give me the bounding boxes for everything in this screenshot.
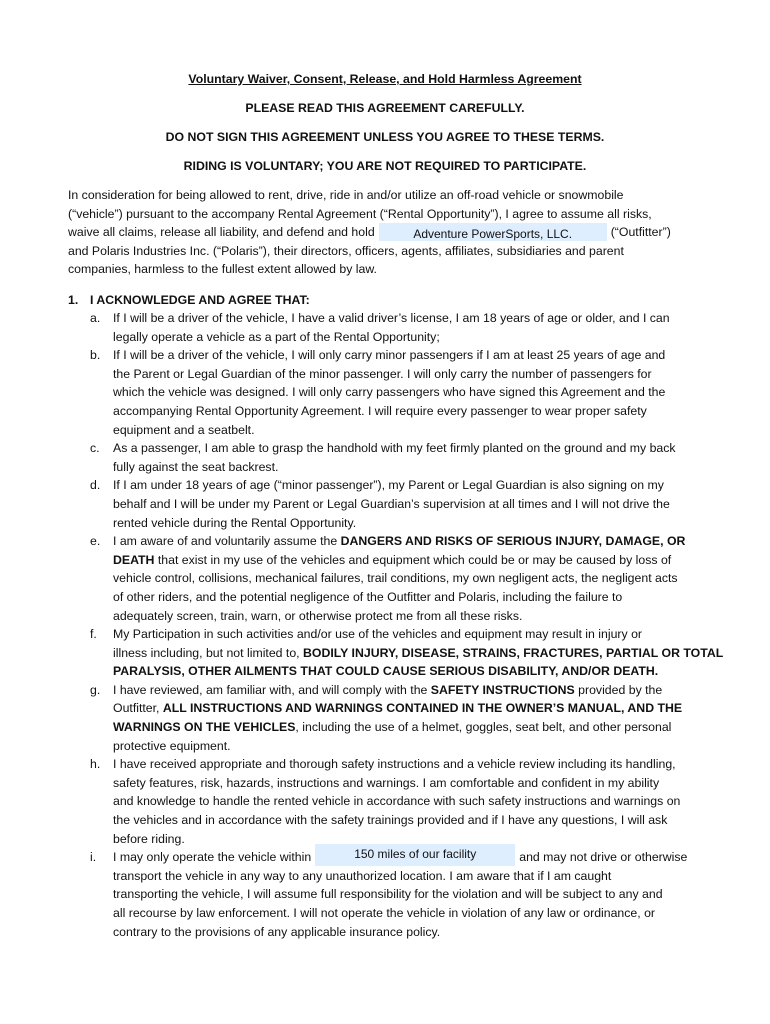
list-item-h — [68, 755, 708, 848]
item-line: transport the vehicle in any way to any unauthorized location. I am aware that if I am caught — [113, 868, 612, 883]
item-line: behalf and I will be under my Parent or Legal Guardian’s supervision at all times and I will not drive the — [113, 496, 670, 511]
item-line — [113, 551, 708, 570]
item-line: vehicle control, collisions, mechanical failures, trail conditions, my own negligent acts, the negligent acts — [113, 571, 678, 586]
notice-do-not-sign: DO NOT SIGN THIS AGREEMENT UNLESS YOU AGREE TO THESE TERMS. — [165, 130, 605, 144]
item-line: rented vehicle during the Rental Opportunity. — [113, 515, 357, 530]
section-1-heading — [68, 291, 310, 309]
item-line: contrary to the provisions of any applicable insurance policy. — [113, 924, 441, 939]
item-text: I may only operate the vehicle within — [113, 850, 312, 865]
item-bold-text: DEATH — [113, 552, 155, 567]
list-item-i — [68, 848, 708, 941]
item-line: the vehicles and in accordance with the safety trainings provided and if I have any questions, I will ask — [113, 813, 668, 828]
outfitter-name-field[interactable]: Adventure PowerSports, LLC. — [379, 223, 607, 241]
item-bold-text: BODILY INJURY, DISEASE, STRAINS, FRACTURES, PARTIAL OR TOTAL — [303, 645, 724, 660]
item-bold-text: SAFETY INSTRUCTIONS — [430, 682, 575, 697]
item-text: illness including, but not limited to, — [113, 645, 304, 660]
item-text: that exist in my use of the vehicles and equipment which could be or may be caused by loss of — [154, 552, 672, 567]
list-item-d — [68, 476, 708, 532]
item-bold-text: DANGERS AND RISKS OF SERIOUS INJURY, DAMAGE, OR — [340, 534, 686, 549]
item-line: safety features, risk, hazards, instructions and warnings. I am comfortable and confident in my ability — [113, 775, 660, 790]
item-text: and may not drive or otherwise — [519, 850, 688, 865]
acknowledgement-list — [68, 309, 724, 941]
intro-line: In consideration for being allowed to rent, drive, ride in and/or utilize an off-road vehicle or snowmobile — [68, 188, 624, 202]
item-letter: i. — [90, 850, 97, 865]
list-item-f — [68, 625, 724, 681]
item-line: transporting the vehicle, I will assume full responsibility for the violation and will be subject to any and — [113, 887, 663, 902]
item-letter: h. — [90, 757, 101, 772]
item-text: Outfitter, — [113, 701, 163, 716]
item-text: provided by the — [574, 682, 663, 697]
item-bold-text: PARALYSIS, OTHER AILMENTS THAT COULD CAUSE SERIOUS DISABILITY, AND/OR DEATH. — [113, 664, 659, 679]
intro-line: and Polaris Industries Inc. (“Polaris”), their directors, officers, agents, affiliates, subsidiaries and parent — [68, 243, 624, 258]
item-line — [113, 681, 708, 700]
item-letter: a. — [90, 311, 101, 325]
item-line: As a passenger, I am able to grasp the handhold with my feet firmly planted on the ground and my back — [113, 441, 676, 456]
item-line: which the vehicle was designed. I will only carry passengers who have signed this Agreement and the — [113, 385, 666, 400]
item-line: equipment and a seatbelt. — [113, 422, 255, 437]
item-line: protective equipment. — [113, 738, 231, 753]
item-line: all recourse by law enforcement. I will not operate the vehicle in violation of any law or ordinance, or — [113, 906, 656, 920]
item-line: fully against the seat backrest. — [113, 459, 279, 474]
section-heading-text: I ACKNOWLEDGE AND AGREE THAT: — [90, 293, 310, 307]
item-line — [113, 699, 708, 718]
intro-paragraph — [68, 186, 708, 279]
intro-line-text: (“Outfitter”) — [610, 225, 671, 240]
item-line — [113, 644, 724, 663]
item-letter: c. — [90, 441, 100, 456]
item-line — [113, 662, 708, 681]
item-line: If I will be a driver of the vehicle, I have a valid driver’s license, I am 18 years of age or older, and I can — [113, 311, 670, 325]
list-item-a — [68, 309, 708, 346]
item-line: and knowledge to handle the rented vehicle in accordance with such safety instructions and warnings on — [113, 794, 681, 809]
item-text: I am aware of and voluntarily assume the — [113, 534, 341, 549]
item-letter: f. — [90, 627, 97, 642]
list-item-g — [68, 681, 708, 755]
notice-riding-voluntary: RIDING IS VOLUNTARY; YOU ARE NOT REQUIRED TO PARTICIPATE. — [183, 159, 587, 173]
item-line: legally operate a vehicle as a part of the Rental Opportunity; — [113, 329, 440, 344]
item-bold-text: WARNINGS ON THE VEHICLES — [113, 720, 296, 735]
item-line: adequately screen, train, warn, or otherwise protect me from all these risks. — [113, 608, 523, 623]
item-letter: e. — [90, 534, 101, 549]
item-letter: g. — [90, 682, 101, 697]
item-line — [113, 848, 708, 867]
intro-line: (“vehicle”) pursuant to the accompany Rental Agreement (“Rental Opportunity”), I agree to assume all risks, — [68, 206, 652, 221]
list-item-e — [68, 532, 708, 625]
section-number: 1. — [68, 293, 79, 307]
item-line: My Participation in such activities and/or use of the vehicles and equipment may result in injury or — [113, 627, 643, 642]
item-line: If I will be a driver of the vehicle, I will only carry minor passengers if I am at least 25 years of age and — [113, 348, 666, 363]
item-line — [113, 718, 708, 737]
list-item-c — [68, 439, 708, 476]
intro-line: companies, harmless to the fullest extent allowed by law. — [68, 262, 377, 277]
notice-read-carefully: PLEASE READ THIS AGREEMENT CAREFULLY. — [245, 101, 525, 115]
item-line: the Parent or Legal Guardian of the minor passenger. I will only carry the number of passengers for — [113, 366, 652, 381]
item-text: , including the use of a helmet, goggles, seat belt, and other personal — [295, 720, 672, 735]
item-line: before riding. — [113, 831, 185, 846]
item-text: I have reviewed, am familiar with, and will comply with the — [113, 682, 431, 697]
item-line: If I am under 18 years of age (“minor passenger”), my Parent or Legal Guardian is also signing on my — [113, 478, 664, 493]
item-letter: d. — [90, 478, 101, 493]
intro-line-text: waive all claims, release all liability, and defend and hold — [68, 225, 375, 240]
item-letter: b. — [90, 348, 101, 363]
document-title: Voluntary Waiver, Consent, Release, and Hold Harmless Agreement — [188, 72, 582, 86]
item-line: of other riders, and the potential negligence of the Outfitter and Polaris, including the failure to — [113, 589, 623, 604]
list-item-b — [68, 346, 708, 439]
item-bold-text: ALL INSTRUCTIONS AND WARNINGS CONTAINED IN THE OWNER’S MANUAL, AND THE — [162, 701, 683, 716]
item-line: I have received appropriate and thorough safety instructions and a vehicle review including its handling, — [113, 757, 676, 772]
item-line: accompanying Rental Opportunity Agreement. I will require every passenger to wear proper safety — [113, 403, 647, 418]
allowed-distance-field[interactable]: 150 miles of our facility — [315, 844, 515, 866]
item-line — [113, 532, 708, 551]
intro-line — [68, 223, 708, 242]
